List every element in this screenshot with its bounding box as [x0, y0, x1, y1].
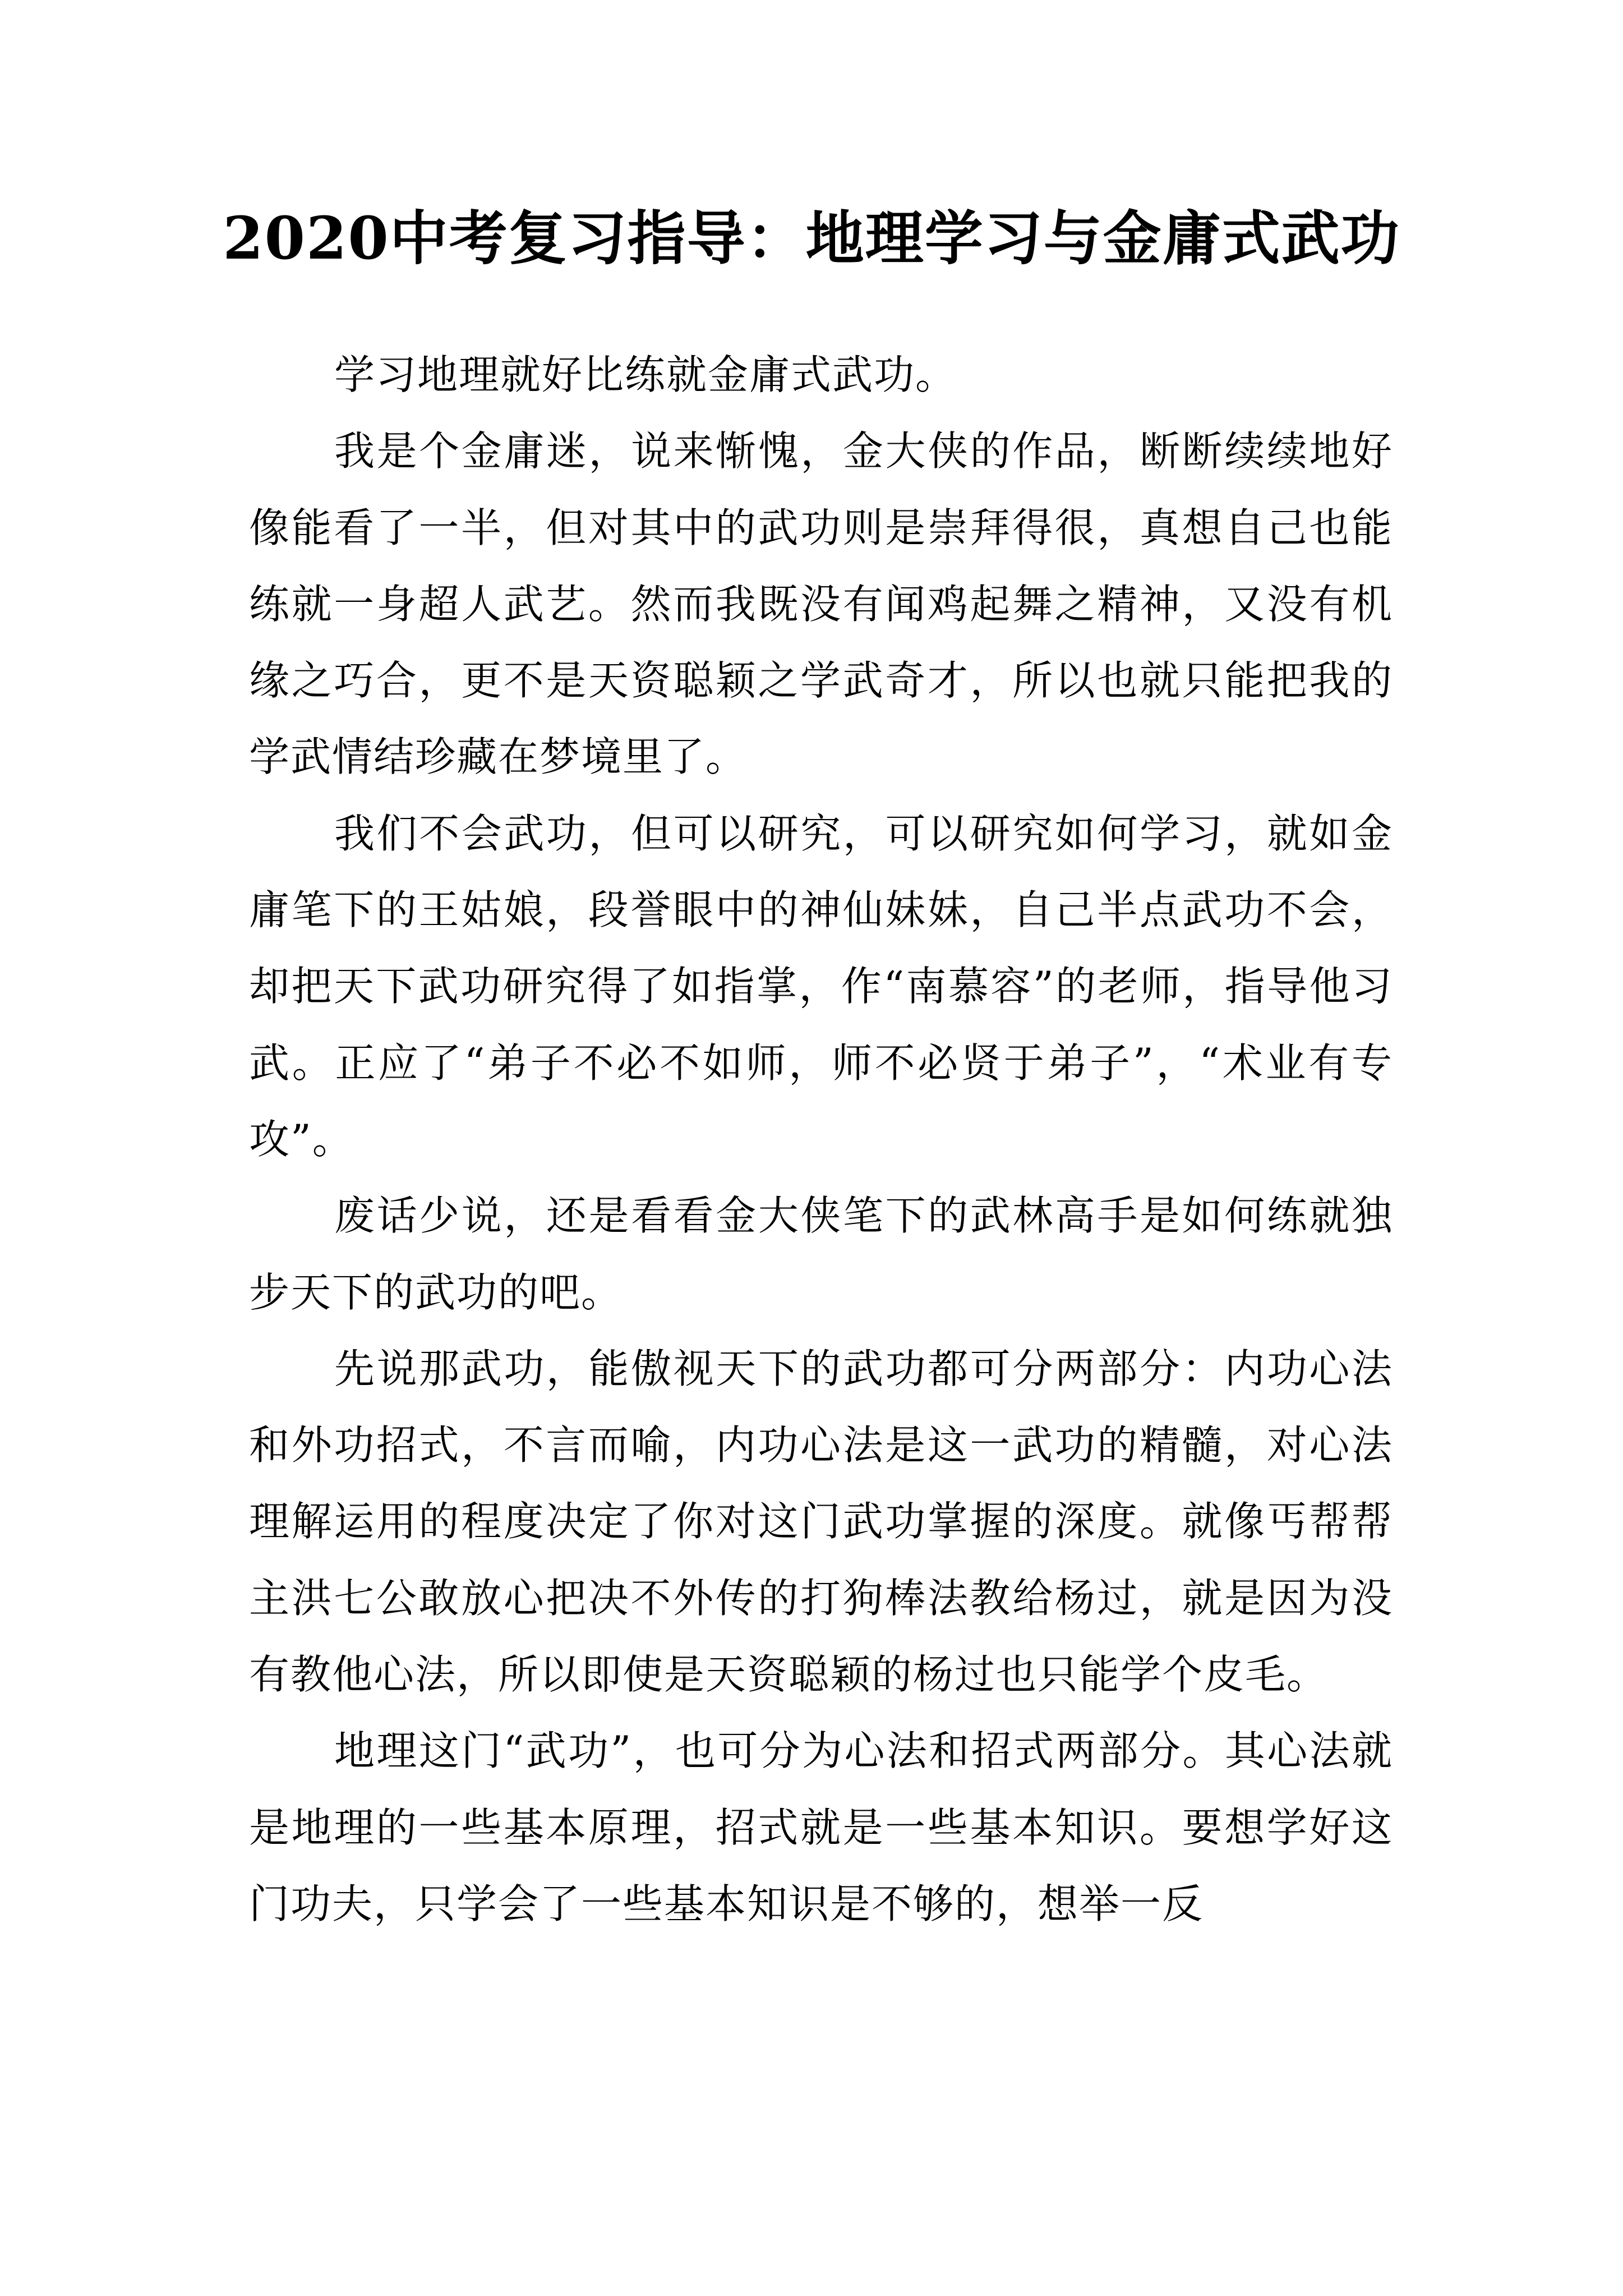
document-body — [249, 337, 1393, 1942]
paragraph-3: 我们不会武功，但可以研究，可以研究如何学习，就如金庸笔下的王姑娘，段誉眼中的神仙妹妹，自己半点武功不会，却把天下武功研究得了如指掌，作“南慕容”的老师，指导他习武。正应了“弟子不必不如师，师不必贤于弟子”，“术业有专攻”。 — [249, 809, 1393, 1163]
paragraph-2: 我是个金庸迷，说来惭愧，金大侠的作品，断断续续地好像能看了一半，但对其中的武功则是崇拜得很，真想自己也能练就一身超人武艺。然而我既没有闻鸡起舞之精神，又没有机缘之巧合，更不是天资聪颖之学武奇才，所以也就只能把我的学武情结珍藏在梦境里了。 — [249, 427, 1393, 781]
paragraph-4: 废话少说，还是看看金大侠笔下的武林高手是如何练就独步天下的武功的吧。 — [249, 1192, 1393, 1316]
document-title: 2020中考复习指导：地理学习与金庸式武功 — [223, 204, 1400, 273]
paragraph-5: 先说那武功，能傲视天下的武功都可分两部分：内功心法和外功招式，不言而喻，内功心法是这一武功的精髓，对心法理解运用的程度决定了你对这门武功掌握的深度。就像丐帮帮主洪七公敢放心把决不外传的打狗棒法教给杨过，就是因为没有教他心法，所以即使是天资聪颖的杨过也只能学个皮毛。 — [249, 1345, 1393, 1699]
paragraph-1: 学习地理就好比练就金庸式武功。 — [334, 351, 957, 398]
paragraph-6: 地理这门“武功”，也可分为心法和招式两部分。其心法就是地理的一些基本原理，招式就是一些基本知识。要想学好这门功夫，只学会了一些基本知识是不够的，想举一反 — [249, 1727, 1393, 1927]
